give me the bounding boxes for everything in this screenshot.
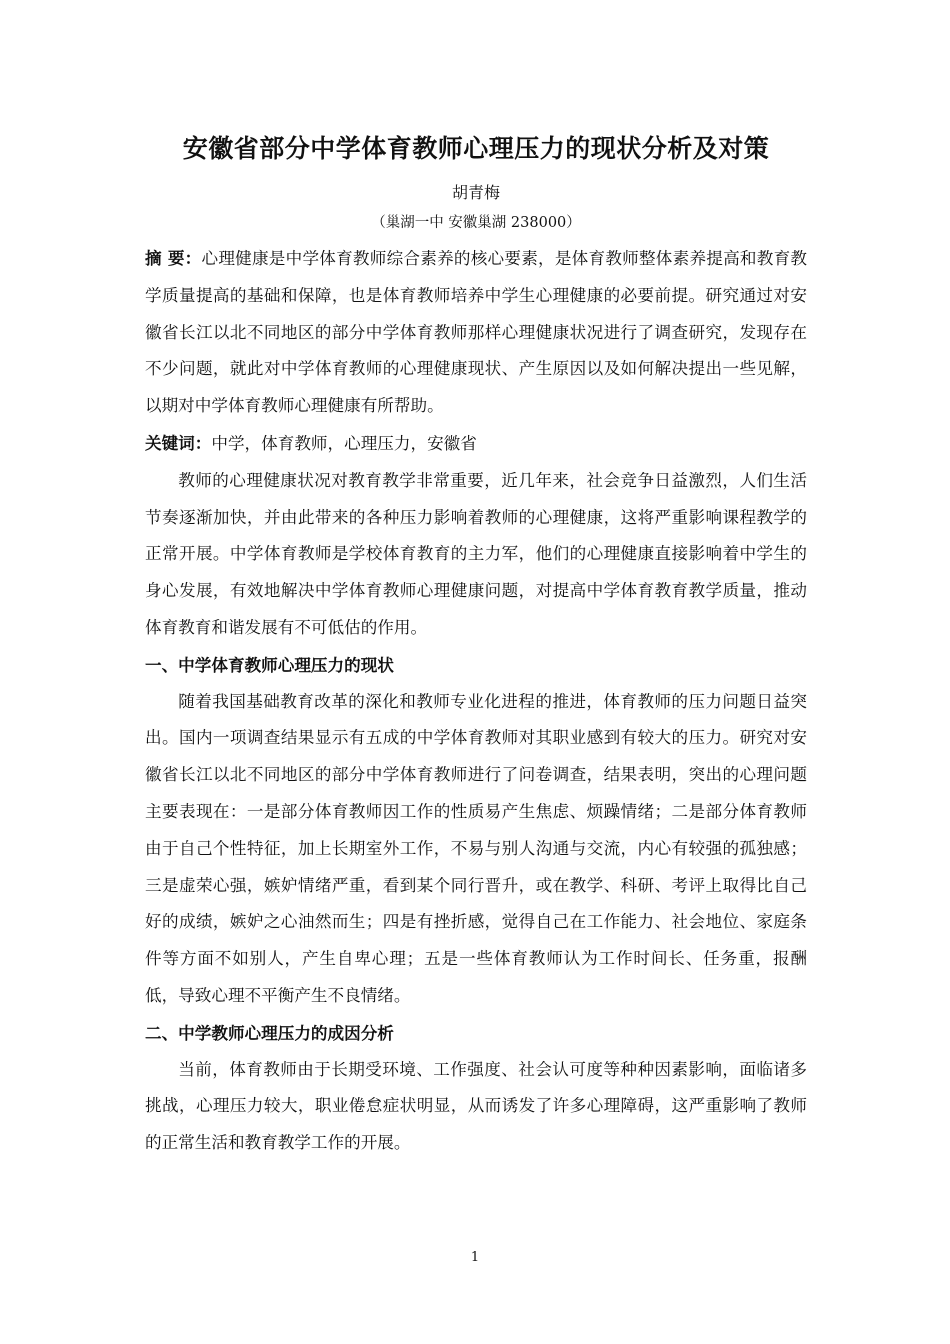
abstract-text: 心理健康是中学体育教师综合素养的核心要素，是体育教师整体素养提高和教育教学质量提高的基础和保障，也是体育教师培养中学生心理健康的必要前提。研究通过对安徽省长江以北不同地区的部分中学体育教师那样心理健康状况进行了调查研究，发现存在不少问题，就此对中学体育教师的心理健康现状、产生原因以及如何解决提出一些见解，以期对中学体育教师心理健康有所帮助。 (145, 249, 808, 416)
paper-title: 安徽省部分中学体育教师心理压力的现状分析及对策 (182, 134, 770, 163)
keywords-paragraph (145, 425, 807, 463)
author-name: 胡青梅 (451, 183, 500, 202)
section-heading-2: 二、中学教师心理压力的成因分析 (145, 1022, 394, 1043)
section-heading-1: 一、中学体育教师心理压力的现状 (145, 654, 394, 675)
keywords-text: 中学，体育教师，心理压力，安徽省 (211, 433, 477, 453)
keywords-label: 关键词： (145, 432, 212, 453)
document-page (145, 128, 807, 1162)
author-affiliation: （巢湖一中 安徽巢湖 238000） (371, 215, 581, 231)
section-body-2: 当前，体育教师由于长期受环境、工作强度、社会认可度等种种因素影响，面临诸多挑战，心理压力较大，职业倦怠症状明显，从而诱发了许多心理障碍，这严重影响了教师的正常生活和教育教学工作的开展。 (145, 1059, 807, 1153)
abstract-label: 摘 要： (145, 248, 202, 268)
abstract-paragraph (145, 240, 807, 425)
page-number: 1 (470, 1250, 480, 1265)
intro-paragraph: 教师的心理健康状况对教育教学非常重要，近几年来，社会竞争日益激烈，人们生活节奏逐渐加快，并由此带来的各种压力影响着教师的心理健康，这将严重影响课程教学的正常开展。中学体育教师是学校体育教育的主力军，他们的心理健康直接影响着中学生的身心发展，有效地解决中学体育教师心理健康问题，对提高中学体育教育教学质量，推动体育教育和谐发展有不可低估的作用。 (145, 470, 807, 637)
section-body-1: 随着我国基础教育改革的深化和教师专业化进程的推进，体育教师的压力问题日益突出。国内一项调查结果显示有五成的中学体育教师对其职业感到有较大的压力。研究对安徽省长江以北不同地区的部分中学体育教师进行了问卷调查，结果表明，突出的心理问题主要表现在：一是部分体育教师因工作的性质易产生焦虑、烦躁情绪；二是部分体育教师由于自己个性特征，加上长期室外工作，不易与别人沟通与交流，内心有较强的孤独感；三是虚荣心强，嫉妒情绪严重，看到某个同行晋升，或在教学、科研、考评上取得比自己好的成绩，嫉妒之心油然而生；四是有挫折感，觉得自己在工作能力、社会地位、家庭条件等方面不如别人，产生自卑心理；五是一些体育教师认为工作时间长、任务重，报酬低，导致心理不平衡产生不良情绪。 (145, 691, 807, 1005)
